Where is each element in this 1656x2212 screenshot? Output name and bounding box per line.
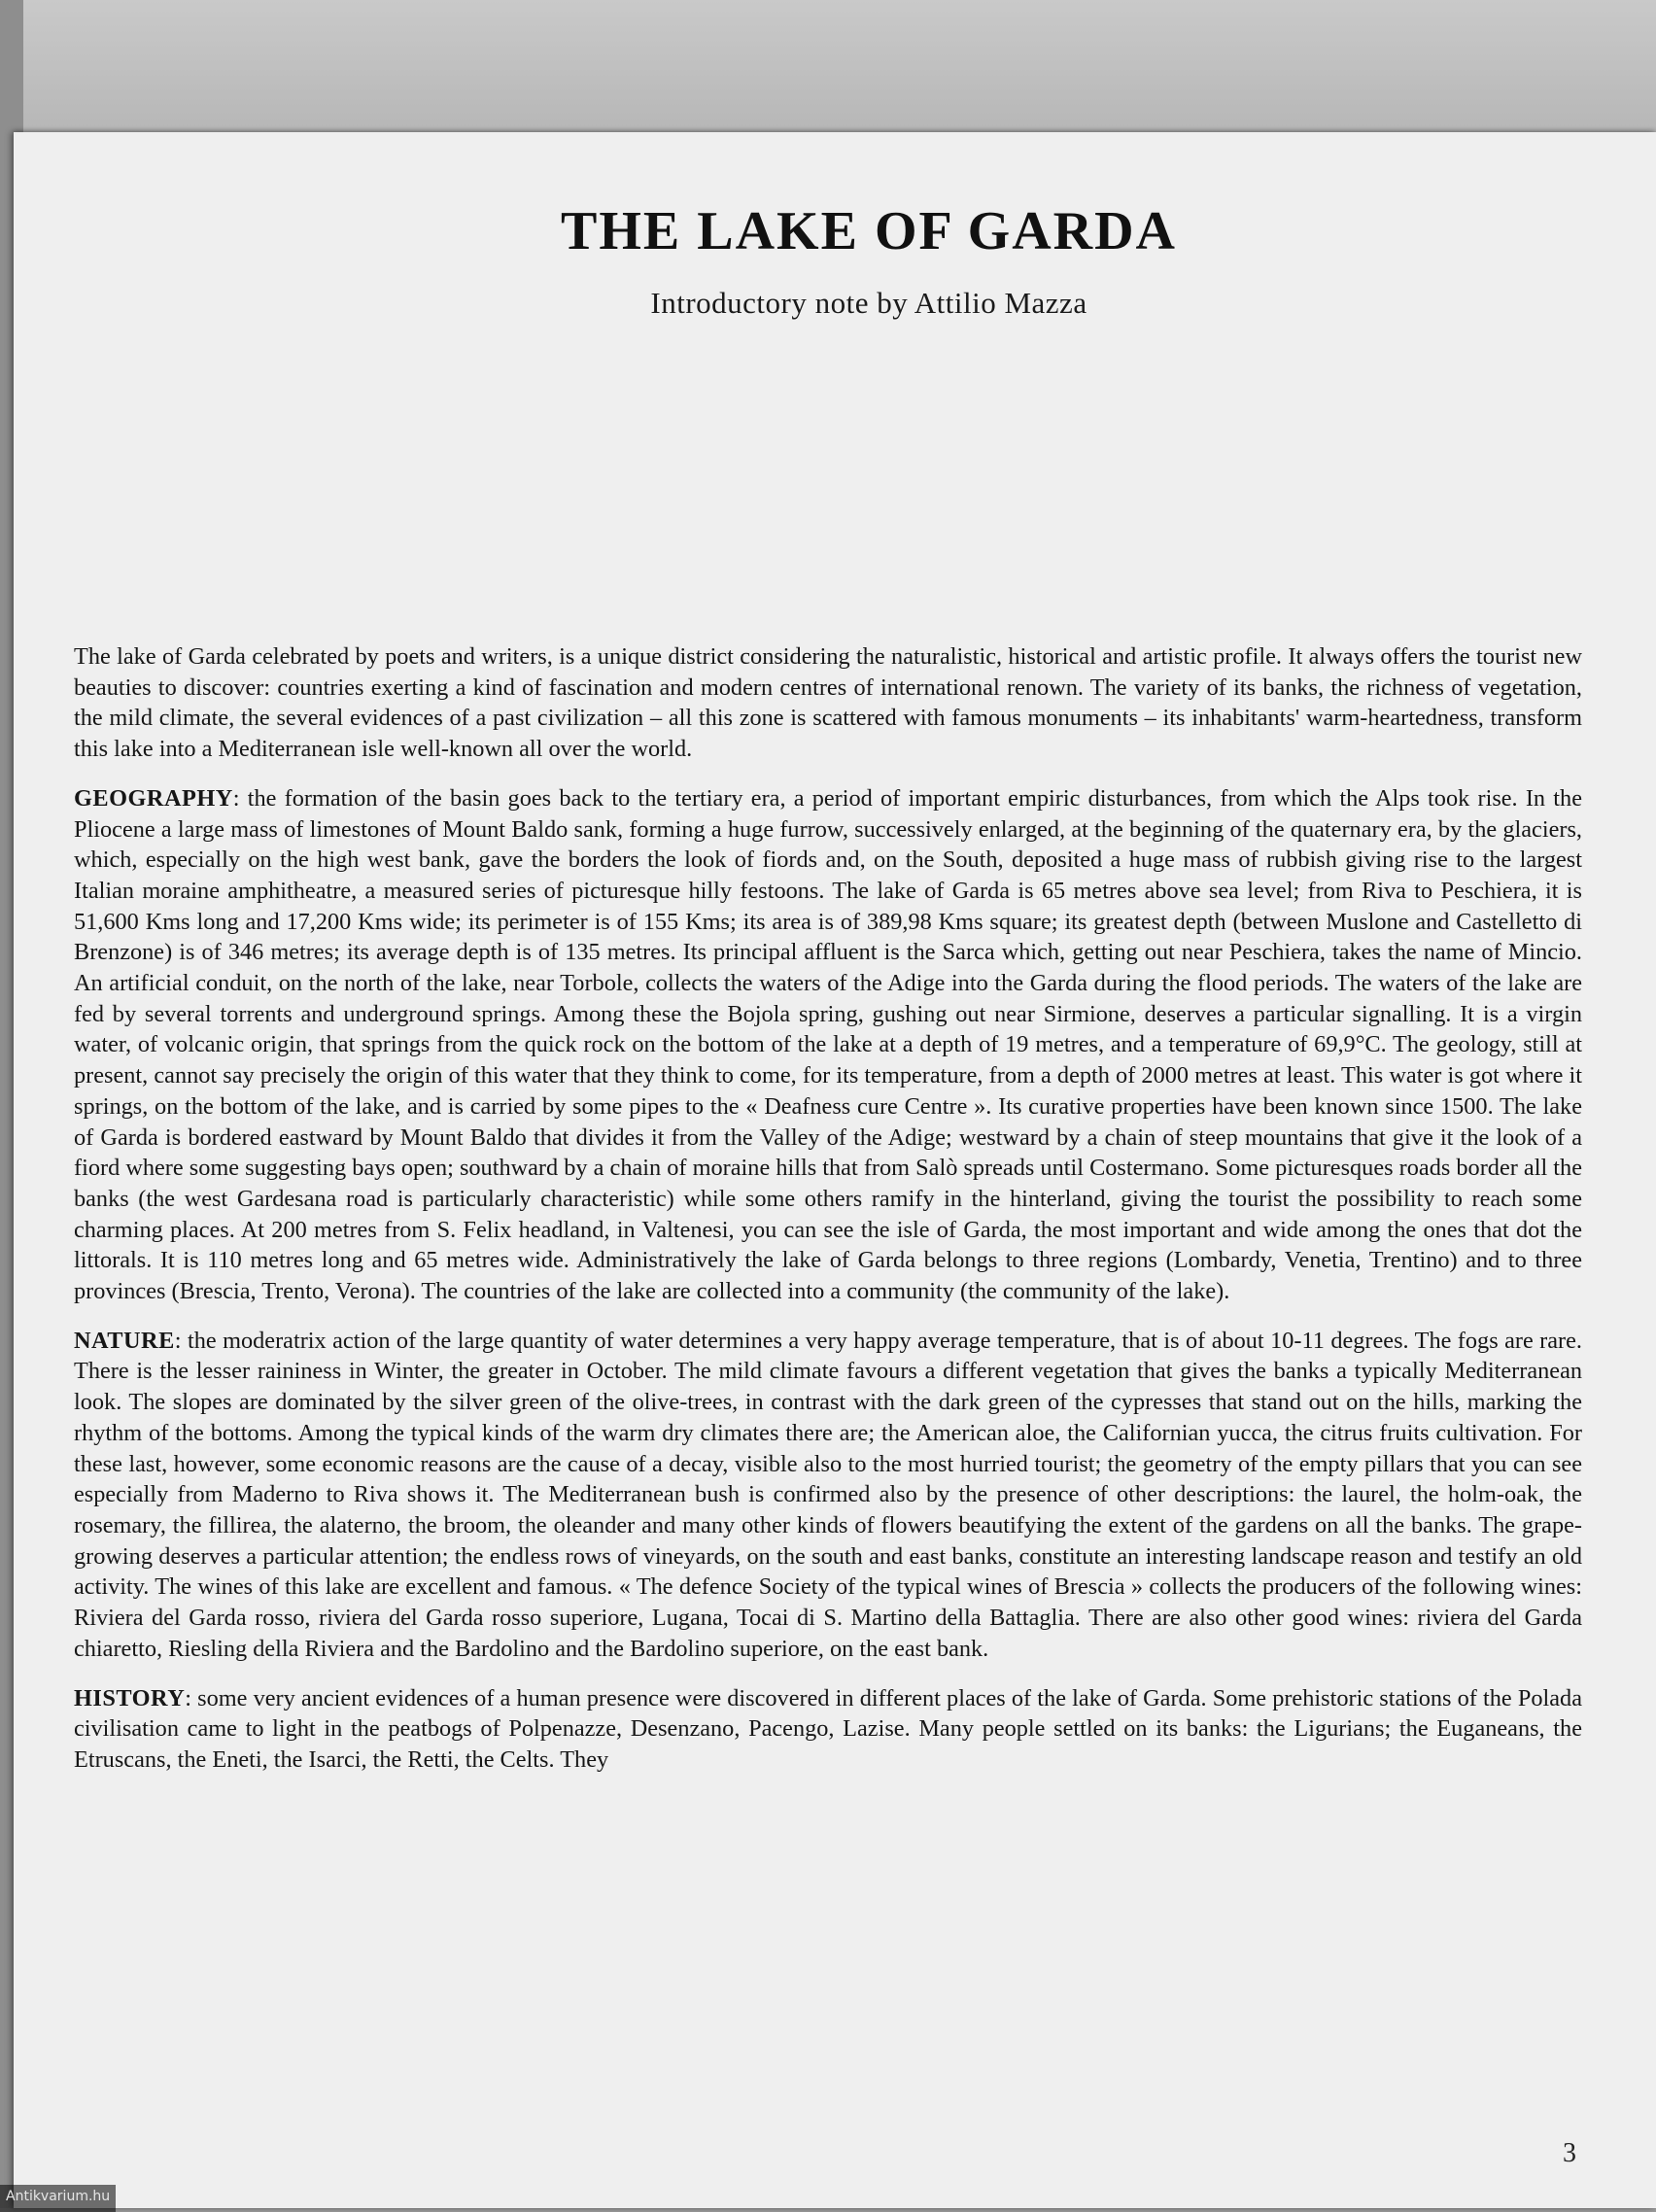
page-title: THE LAKE OF GARDA (561, 201, 1177, 261)
watermark: Antikvarium.hu (0, 2185, 116, 2212)
section-text: : the formation of the basin goes back to the tertiary era, a period of important empiric disturbances, from which the Alps took rise. In the Pliocene a large mass of limestones of Mount Baldo sank, forming a huge furrow, successively enlarged, at the beginning of the quaternary era, by the glaciers, which, especially on the high west bank, gave the borders the look of fiords and, on the South, deposited a huge mass of rubbish giving rise to the largest Italian moraine amphitheatre, a measured series of picturesque hilly festoons. The lake of Garda is 65 metres above sea level; from Riva to Peschiera, it is 51,600 Kms long and 17,200 Kms wide; its perimeter is of 155 Kms; its area is of 389,98 Kms square; its greatest depth (between Muslone and Castelletto di Brenzone) is of 346 metres; its average depth is of 135 metres. Its principal affluent is the Sarca which, getting out near Peschiera, takes the name of Mincio. An artificial conduit, on the north of the lake, near Torbole, collects the waters of the Adige into the Garda during the flood periods. The waters of the lake are fed by several torrents and underground springs. Among these the Bojola spring, gushing out near Sirmione, deserves a particular signalling. It is a virgin water, of volcanic origin, that springs from the quick rock on the bottom of the lake at a depth of 19 metres, and a temperature of 69,9°C. The geology, still at present, cannot say precisely the origin of this water that they think to come, for its temperature, from a depth of 2000 metres at least. This water is got where it springs, on the bottom of the lake, and is carried by some pipes to the « Deafness cure Centre ». Its curative properties have been known since 1500. The lake of Garda is bordered eastward by Mount Baldo that divides it from the Valley of the Adige; westward by a chain of steep mountains that give it the look of a fiord where some suggesting bays open; southward by a chain of moraine hills that from Salò spreads until Costermano. Some picturesques roads border all the banks (the west Gardesana road is particularly characteristic) while some others ramify in the hinterland, giving the tourist the possibility to reach some charming places. At 200 metres from S. Felix headland, in Valtenesi, you can see the isle of Garda, the most important and wide among the ones that dot the littorals. It is 110 metres long and 65 metres wide. Administratively the lake of Garda belongs to three regions (Lombardy, Venetia, Trentino) and to three provinces (Brescia, Trento, Verona). The countries of the lake are collected into a community (the community of the lake). (74, 784, 1582, 1305)
section-text: : some very ancient evidences of a human presence were discovered in different places of the lake of Garda. Some prehistoric stations of the Polada civilisation came to light in the peatbogs of Polpenazze, Desenzano, Pacengo, Lazise. Many people settled on its banks: the Ligurians; the Euganeans, the Etruscans, the Eneti, the Isarci, the Retti, the Celts. They (74, 1684, 1582, 1773)
section-heading: GEOGRAPHY (74, 784, 233, 812)
article-body (74, 641, 1582, 1794)
page-number: 3 (1563, 2138, 1576, 2168)
section-history (74, 1683, 1582, 1776)
section-geography (74, 783, 1582, 1307)
intro-paragraph: The lake of Garda celebrated by poets and writers, is a unique district considering the naturalistic, historical and artistic profile. It always offers the tourist new beauties to discover: countries exerting a kind of fascination and modern centres of international renown. The variety of its banks, the richness of vegetation, the mild climate, the several evidences of a past civilization – all this zone is scattered with famous monuments – its inhabitants' warm-heartedness, transform this lake into a Mediterranean isle well-known all over the world. (74, 643, 1582, 763)
section-heading: NATURE (74, 1327, 175, 1354)
section-heading: HISTORY (74, 1684, 186, 1711)
book-page (14, 132, 1656, 2208)
section-text: : the moderatrix action of the large quantity of water determines a very happy average temperature, that is of about 10-11 degrees. The fogs are rare. There is the lesser raininess in Winter, the greater in October. The mild climate favours a different vegetation that gives the banks a typically Mediterranean look. The slopes are dominated by the silver green of the olive-trees, in contrast with the dark green of the cypresses that stand out on the hills, marking the rhythm of the bottoms. Among the typical kinds of the warm dry climates there are; the American aloe, the Californian yucca, the citrus fruits cultivation. For these last, however, some economic reasons are the cause of a decay, visible also to the most hurried tourist; the geometry of the empty pillars that you can see especially from Maderno to Riva shows it. The Mediterranean bush is confirmed also by the presence of other descriptions: the laurel, the holm-oak, the rosemary, the fillirea, the alaterno, the broom, the oleander and many other kinds of flowers beautifying the extent of the gardens on all the banks. The grape-growing deserves a particular attention; the endless rows of vineyards, on the south and east banks, constitute an interesting landscape reason and testify an old activity. The wines of this lake are excellent and famous. « The defence Society of the typical wines of Brescia » collects the producers of the following wines: Riviera del Garda rosso, riviera del Garda rosso superiore, Lugana, Tocai di S. Martino della Battaglia. There are also other good wines: riviera del Garda chiaretto, Riesling della Riviera and the Bardolino and the Bardolino superiore, on the east bank. (74, 1327, 1582, 1662)
page-subtitle: Introductory note by Attilio Mazza (650, 286, 1087, 320)
section-nature (74, 1326, 1582, 1665)
background-surface (0, 0, 1656, 146)
